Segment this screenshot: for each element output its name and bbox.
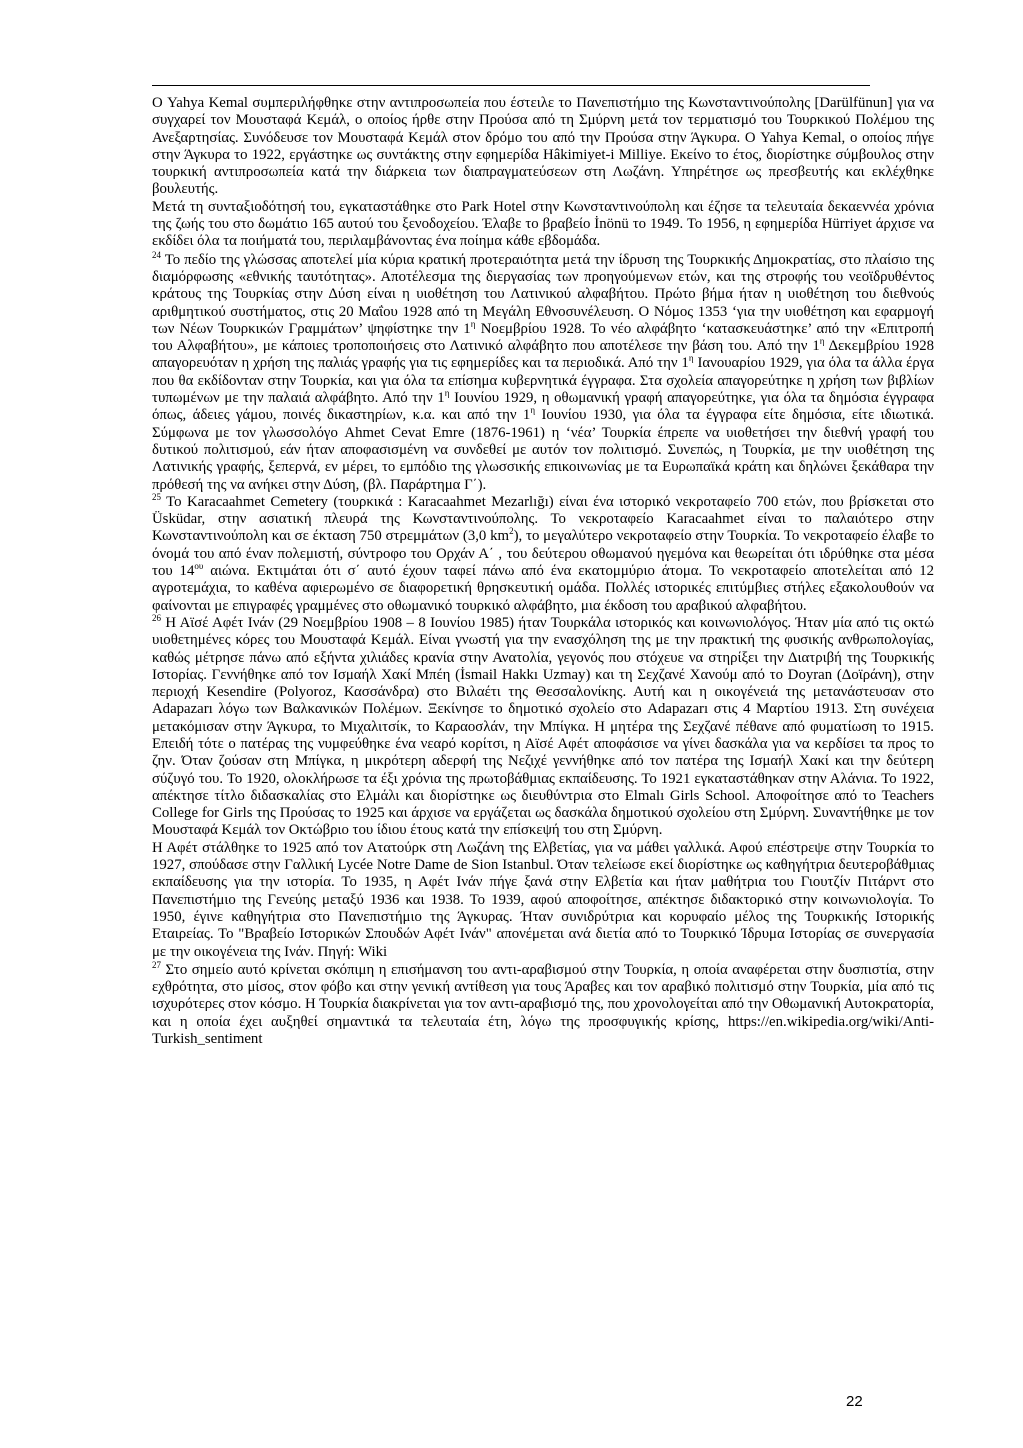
footnote-number: 24 [152, 249, 161, 260]
footnote-text: Το πεδίο της γλώσσας αποτελεί μία κύρια κρατική προτεραιότητα μετά την ίδρυση της Τουρκικής Δημοκρατίας, στο πλαίσιο της διαμόρφωσης «εθνικής ταυτότητας». Αποτέλεσμα της διεργασίας των προηγούμενων ετών, και της στροφής του νεοϊδρυθέντος κράτους της Τουρκίας στην Δύση είναι η υιοθέτηση του Λατινικού αλφαβήτου. Πρώτο βήμα ήταν η υιοθέτηση του διεθνούς αριθμητικού συστήματος, στις 20 Μαΐου 1928 από τη Μεγάλη Εθνοσυνέλευση. Ο Νόμος 1353 ‘για την υιοθέτηση και εφαρμογή των Νέων Τουρκικών Γραμμάτων’ ψηφίστηκε την 1 [152, 251, 934, 337]
footnote-text: Ιουνίου 1929, η οθωμανική γραφή απαγορεύτηκε, για όλα τα δημόσια έγγραφα όπως, άδειες γάμου, ποινές δικαστηρίων, κ.α. και από την 1 [152, 390, 934, 424]
footnote-24 [152, 249, 935, 494]
ordinal-superscript: η [470, 318, 476, 329]
footnote-26 [152, 612, 934, 840]
footnote-continuation-yahya-kemal: Ο Yahya Kemal συμπεριλήφθηκε στην αντιπροσωπεία που έστειλε το Πανεπιστήμιο της Κωνσταντινούπολης [Darülfünun] για να συγχαρεί τον Μουσταφά Κεμάλ, ο οποίος ήρθε στην Προύσα από τη Σμύρνη μετά τον τερματισμό του Τουρκικού Πολέμου της Ανεξαρτησίας. Συνόδευσε τον Μουσταφά Κεμάλ στον δρόμο του από την Προύσα στην Άγκυρα. Ο Yahya Kemal, ο οποίος πήγε στην Άγκυρα το 1922, εργάστηκε ως συντάκτης στην εφημερίδα Hâkimiyet-i Milliye. Εκείνο το έτος, διορίστηκε σύμβουλος στην τουρκική αντιπροσωπεία κατά την διάρκεια των διαπραγματεύσεων στη Λωζάνη. Υπηρέτησε ως πρεσβευτής και εκλέχθηκε βουλευτής. [152, 95, 934, 198]
footnote-separator [152, 85, 870, 86]
footnote-text: Η Αϊσέ Αφέτ Ινάν (29 Νοεμβρίου 1908 – 8 Ιουνίου 1985) ήταν Τουρκάλα ιστορικός και κοινωνιολόγος. Ήταν μία από τις οκτώ υιοθετημένες κόρες του Μουσταφά Κεμάλ. Είναι γνωστή για την ενασχόληση της με την πρακτική της φυσικής ανθρωπολογίας, καθώς μέτρησε πάνω από εξήντα χιλιάδες κρανία στην Ανατολία, γεγονός που στόχευε να στηρίξει την Διατριβή της Τουρκικής Ιστορίας. Γεννήθηκε από τον Ισμαήλ Χακί Μπέη (İsmail Hakkı Uzmay) και τη Σεχζανέ Χανούμ από το Doyran (Δοϊράνη), στην περιοχή Kesendire (Polyoroz, Κασσάνδρα) στο Βιλαέτι της Θεσσαλονίκης. Αυτή και η οικογένειά της μετανάστευσαν στο Adapazarı λόγω των Βαλκανικών Πολέμων. Ξεκίνησε το δημοτικό σχολείο στο Adapazarı στις 4 Μαρτίου 1913. Στη συνέχεια μετακόμισαν στην Άγκυρα, το Μιχαλιτσίκ, το Καραοσλάν, την Μπίγκα. Η μητέρα της Σεχζανέ πέθανε από φυματίωση το 1915. Επειδή τότε ο πατέρας της νυμφεύθηκε ένα νεαρό κορίτσι, η Αϊσέ Αφέτ αποφάσισε να γίνει δασκάλα για να κερδίσει τα προς το ζην. Όταν ζούσαν στη Μπίγκα, η μικρότερη αδερφή της Νεζιχέ γεννήθηκε από τον πατέρα της Ισμαήλ Χακί και την δεύτερη σύζυγό του. Το 1920, ολοκλήρωσε τα έξι χρόνια της πρωτοβάθμιας εκπαίδευσης. Το 1921 εγκαταστάθηκαν στην Αλάνια. Το 1922, απέκτησε τίτλο διδασκαλίας στο Ελμάλι και διορίστηκε ως διευθύντρια στο Elmalı Girls School. Αποφοίτησε από το Teachers College for Girls της Προύσας το 1925 και άρχισε να εργάζεται ως δασκάλα δημοτικού σχολείου στη Σμύρνη. Συναντήθηκε με τον Μουσταφά Κεμάλ τον Οκτώβριο του ίδιου έτους κατά την επίσκεψή του στη Σμύρνη. [152, 614, 934, 839]
ordinal-superscript: η [530, 405, 536, 416]
footnote-text: Το Karacaahmet Cemetery (τουρκικά : Karacaahmet Mezarlığı) είναι ένα ιστορικό νεκροταφείο 700 ετών, που βρίσκεται στο Üsküdar, στην ασιατική πλευρά της Κωνσταντινούπολης. Το νεκροταφείο Karacaahmet είναι το παλαιότερο στην Κωνσταντινούπολη και σε έκταση 750 στρεμμάτων (3,0 km [152, 493, 934, 545]
footnote-27 [152, 959, 934, 1048]
footnotes-block [152, 95, 934, 1048]
footnote-text: Ιανουαρίου 1929, για όλα τα άλλα έργα που θα εκδίδονταν στην Τουρκία, και για όλα τα επίσημα κυβερνητικά έγγραφα. Στα σχολεία απαγορεύτηκε η χρήση των βιβλίων τυπωμένων με την παλαιά αλφάβητο. Από την 1 [152, 355, 935, 407]
footnote-continuation-afet: Η Αφέτ στάλθηκε το 1925 από τον Ατατούρκ στη Λωζάνη της Ελβετίας, για να μάθει γαλλικά. Αφού επέστρεψε στην Τουρκία το 1927, σπούδασε στην Γαλλική Lycée Notre Dame de Sion Istanbul. Όταν τελείωσε εκεί διορίστηκε ως καθηγήτρια δευτεροβάθμιας εκπαίδευσης για την ιστορία. Το 1935, η Αφέτ Ινάν πήγε ξανά στην Ελβετία και ήταν μαθήτρια του Γιουτζίν Πιτάρντ στο Πανεπιστήμιο της Γενεύης μεταξύ 1936 και 1938. Το 1939, αφού αποφοίτησε, απέκτησε διδακτορικό στην κοινωνιολογία. Το 1950, έγινε καθηγήτρια στο Πανεπιστήμιο της Άγκυρας. Ήταν συνιδρύτρια και κορυφαίο μέλος της Τουρκικής Ιστορικής Εταιρείας. Το "Βραβείο Ιστορικών Σπουδών Αφέτ Ινάν" απονέμεται ανά διετία από το Τουρκικό Ίδρυμα Ιστορίας σε συνεργασία με την οικογένεια της Ινάν. Πηγή: Wiki [152, 839, 934, 960]
page-number: 22 [846, 1393, 863, 1410]
ordinal-superscript: η [688, 353, 694, 364]
footnote-number: 25 [152, 491, 161, 502]
unit-superscript: 2 [509, 526, 514, 537]
footnote-text: αιώνα. Εκτιμάται ότι σ΄ αυτό έχουν ταφεί πάνω από ένα εκατομμύριο άτομα. Το νεκροταφείο αποτελείται από 12 αγροτεμάχια, το καθένα αφιερωμένο σε διαφορετική θρησκευτική ομάδα. Πολλές ιστορικές επιτύμβιες στήλες εξακολουθούν να φαίνονται με επιγραφές γραμμένες στο οθωμανικό τουρκικό αλφάβητο, μια έκδοση του αραβικού αλφαβήτου. [152, 563, 935, 614]
footnote-number: 26 [152, 612, 161, 623]
footnote-number: 27 [152, 959, 161, 970]
footnote-25 [152, 491, 935, 615]
footnote-text: Ιουνίου 1930, για όλα τα έγγραφα είτε δημόσια, είτε ιδιωτικά. Σύμφωνα με τον γλωσσολόγο Ahmet Cevat Emre (1876-1961) η ‘νέα’ Τουρκία έπρεπε να υιοθετήσει την διεθνή γραφή του δυτικού πολιτισμού, εάν ήταν αποφασισμένη να συνδεθεί με αυτόν τον πολιτισμό. Συνεπώς, η Τουρκία, με την υιοθέτηση της Λατινικής γραφής, ξεπερνά, εν μέρει, το εμπόδιο της γλωσσικής επικοινωνίας με τα Ευρωπαϊκά κράτη και δηλώνει ξεκάθαρα την πρόθεσή της να ανήκει στην Δύση, (βλ. Παράρτημα Γ΄). [152, 407, 934, 493]
footnote-text: Στο σημείο αυτό κρίνεται σκόπιμη η επισήμανση του αντι-αραβισμού στην Τουρκία, η οποία αναφέρεται στην δυσπιστία, στην εχθρότητα, στο μίσος, στον φόβο και στην γενική αντίθεση για τους Άραβες και τον αραβικό πολιτισμό στην Τουρκία, μία από τις ισχυρότερες στον κόσμο. Η Τουρκία διακρίνεται για τον αντι-αραβισμό της, που χρονολογείται από την Οθωμανική Αυτοκρατορία, και η οποία έχει αυξηθεί σημαντικά τα τελευταία έτη, λόγω της προσφυγικής κρίσης, https://en.wikipedia.org/wiki/Anti-Turkish_sentiment [152, 961, 934, 1048]
ordinal-superscript: η [444, 388, 450, 399]
footnote-continuation-retirement: Μετά τη συνταξιοδότησή του, εγκαταστάθηκε στο Park Hotel στην Κωνσταντινούπολη και έζησε τα τελευταία δεκαεννέα χρόνια της ζωής του στο δωμάτιο 165 αυτού του ξενοδοχείου. Έλαβε το βραβείο İnönü το 1949. Το 1956, η εφημερίδα Hürriyet άρχισε να εκδίδει όλα τα ποιήματά του, περιλαμβάνοντας ένα ποίημα κάθε εβδομάδα. [152, 198, 934, 250]
footnote-text: ), το μεγαλύτερο νεκροταφείο στην Τουρκία. Το νεκροταφείο έλαβε το όνομά του από έναν πολεμιστή, σύντροφο του Ορχάν Α΄ , του δεύτερου οθωμανού ηγεμόνα και θεωρείται ότι ιδρύθηκε στα μέσα του 14 [152, 528, 934, 580]
ordinal-superscript: ου [194, 561, 204, 572]
ordinal-superscript: η [819, 336, 825, 347]
footnote-text: Δεκεμβρίου 1928 απαγορευόταν η χρήση της παλιάς γραφής για τις εφημερίδες και τα περιοδικά. Από την 1 [152, 338, 934, 372]
footnote-text: Νοεμβρίου 1928. Το νέο αλφάβητο ‘κατασκευάστηκε’ από την «Επιτροπή του Αλφαβήτου», με κάποιες τροποποιήσεις στο Λατινικό αλφάβητο που αποτέλεσε την βάση του. Από την 1 [152, 320, 934, 355]
